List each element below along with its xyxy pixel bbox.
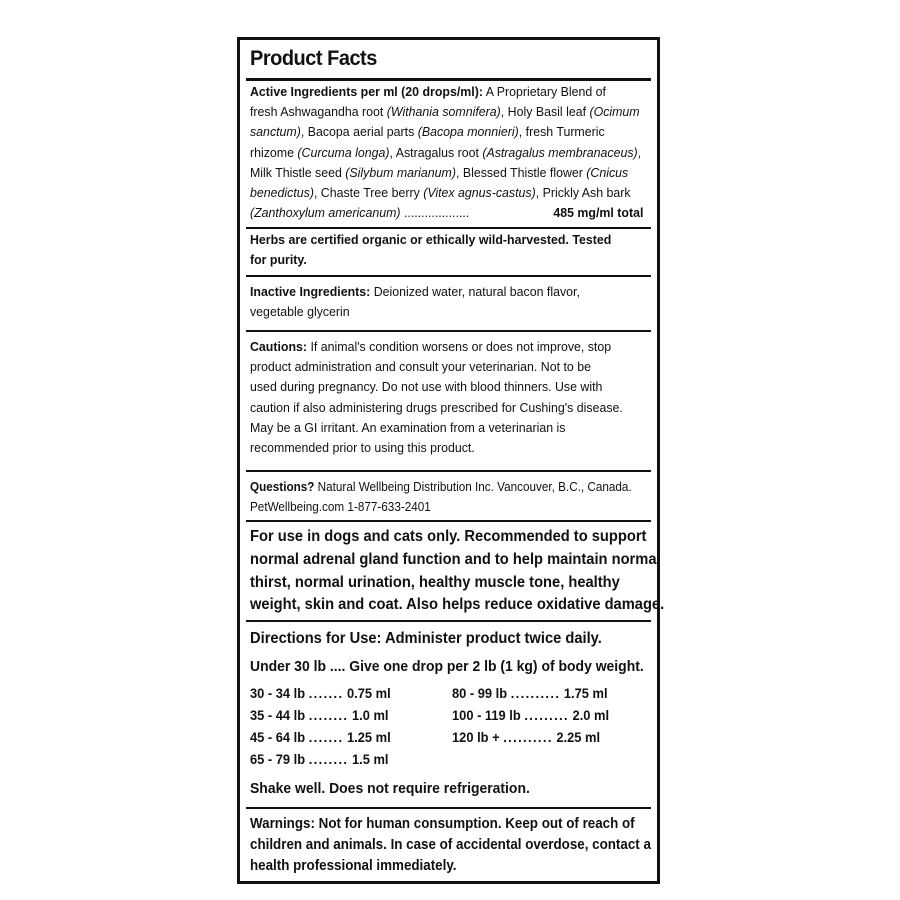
warnings-section — [250, 814, 655, 877]
cautions-label: Cautions: — [250, 339, 308, 354]
cautions-text: product administration and consult your veterinarian. Not to be — [250, 359, 591, 375]
active-text: , Blessed Thistle flower — [455, 164, 587, 180]
latin-name: (Vitex agnus-castus) — [423, 185, 536, 201]
latin-name: benedictus) — [250, 185, 314, 201]
contact-info: PetWellbeing.com 1-877-633-2401 — [250, 500, 431, 515]
leader-dots: .......... — [503, 729, 553, 745]
latin-name: (Bacopa monnieri) — [417, 124, 519, 140]
panel-title: Product Facts — [250, 47, 377, 70]
inactive-text: Deionized water, natural bacon flavor, — [370, 284, 580, 299]
active-text: rhizome — [250, 144, 298, 160]
cautions-text: used during pregnancy. Do not use with blood thinners. Use with — [250, 379, 603, 395]
certified-statement — [250, 230, 655, 270]
cautions-text: May be a GI irritant. An examination from a veterinarian is — [250, 419, 566, 435]
questions-label: Questions? — [250, 480, 315, 494]
dose-row — [250, 751, 388, 767]
certified-line: for purity. — [250, 252, 307, 268]
usage-line: thirst, normal urination, healthy muscle tone, healthy — [250, 573, 620, 591]
dose-weight: 120 lb + — [452, 729, 500, 745]
dose-amount: 1.75 ml — [563, 685, 608, 701]
dose-weight: 30 - 34 lb — [250, 685, 306, 701]
leader-dots: ....... — [308, 729, 344, 745]
cautions-text: If animal's condition worsens or does not improve, stop — [307, 339, 612, 354]
dose-weight: 80 - 99 lb — [452, 685, 508, 701]
usage-line: weight, skin and coat. Also helps reduce oxidative damage. — [250, 596, 665, 614]
section-divider — [246, 330, 651, 332]
dose-row — [250, 707, 388, 723]
latin-name: (Ocimum — [589, 104, 640, 120]
title-rule — [246, 78, 651, 81]
usage-line: normal adrenal gland function and to help maintain normal — [250, 550, 661, 568]
leader-dots: ........ — [308, 707, 349, 723]
leader-dots: ........ — [308, 751, 349, 767]
certified-line: Herbs are certified organic or ethically wild-harvested. Tested — [250, 232, 612, 247]
dose-row — [452, 685, 608, 701]
inactive-text: vegetable glycerin — [250, 304, 350, 320]
cautions-section — [250, 337, 655, 458]
active-text: , Chaste Tree berry — [313, 185, 424, 201]
warnings-line: Warnings: Not for human consumption. Keep out of reach of — [250, 816, 635, 832]
dose-row — [452, 729, 600, 745]
inactive-label: Inactive Ingredients: — [250, 284, 371, 299]
usage-statement — [250, 526, 665, 617]
dose-weight: 65 - 79 lb — [250, 751, 306, 767]
section-divider — [246, 470, 651, 472]
active-ingredients-section — [250, 82, 655, 223]
questions-section — [250, 477, 655, 517]
dose-amount: 1.0 ml — [351, 707, 389, 723]
active-text: A Proprietary Blend of — [482, 84, 607, 99]
product-facts-panel — [237, 37, 665, 884]
active-text: , fresh Turmeric — [518, 124, 605, 140]
leader-dots: ................... — [400, 205, 470, 221]
total-amount: 485 mg/ml total — [553, 205, 644, 221]
section-divider — [246, 807, 651, 809]
warnings-line: health professional immediately. — [250, 858, 457, 874]
storage-note: Shake well. Does not require refrigeration. — [250, 780, 530, 797]
dose-amount: 0.75 ml — [347, 685, 391, 701]
section-divider — [246, 620, 651, 622]
questions-text: Natural Wellbeing Distribution Inc. Vancouver, B.C., Canada. — [314, 480, 632, 494]
latin-name: (Zanthoxylum americanum) — [250, 205, 401, 221]
dose-row — [250, 729, 391, 745]
latin-name: (Withania somnifera) — [386, 104, 501, 120]
dose-weight: 100 - 119 lb — [452, 707, 521, 723]
dose-row — [452, 707, 609, 723]
active-text: , Prickly Ash bark — [535, 185, 631, 201]
active-text: fresh Ashwagandha root — [250, 104, 387, 120]
leader-dots: ....... — [308, 685, 344, 701]
dose-weight: 35 - 44 lb — [250, 707, 306, 723]
leader-dots: ......... — [524, 707, 569, 723]
latin-name: (Curcuma longa) — [297, 144, 390, 160]
dose-amount: 2.0 ml — [572, 707, 610, 723]
cautions-text: recommended prior to using this product. — [250, 440, 475, 456]
latin-name: sanctum) — [250, 124, 301, 140]
section-divider — [246, 520, 651, 522]
active-text: , Holy Basil leaf — [500, 104, 590, 120]
under-30-instruction: Under 30 lb .... Give one drop per 2 lb (1 kg) of body weight. — [250, 658, 644, 675]
section-divider — [246, 275, 651, 277]
dose-amount: 1.25 ml — [347, 729, 391, 745]
directions-heading: Directions for Use: Administer product twice daily. — [250, 630, 602, 647]
inactive-ingredients-section — [250, 282, 655, 322]
dose-amount: 1.5 ml — [351, 751, 389, 767]
active-text: , Astragalus root — [389, 144, 483, 160]
latin-name: (Cnicus — [586, 164, 629, 180]
active-ingredients-label: Active Ingredients per ml (20 drops/ml): — [250, 84, 483, 99]
dose-amount: 2.25 ml — [556, 729, 601, 745]
leader-dots: .......... — [510, 685, 561, 701]
latin-name: (Astragalus membranaceus) — [482, 144, 638, 160]
cautions-text: caution if also administering drugs prescribed for Cushing's disease. — [250, 399, 623, 415]
dose-weight: 45 - 64 lb — [250, 729, 306, 745]
active-text: , — [637, 144, 642, 160]
active-text: Milk Thistle seed — [250, 164, 346, 180]
panel-content — [246, 40, 665, 881]
dose-row — [250, 685, 391, 701]
usage-line: For use in dogs and cats only. Recommended to support — [250, 528, 647, 545]
warnings-line: children and animals. In case of accidental overdose, contact a — [250, 837, 651, 853]
section-divider — [246, 227, 651, 229]
active-text: , Bacopa aerial parts — [300, 124, 418, 140]
latin-name: (Silybum marianum) — [345, 164, 456, 180]
